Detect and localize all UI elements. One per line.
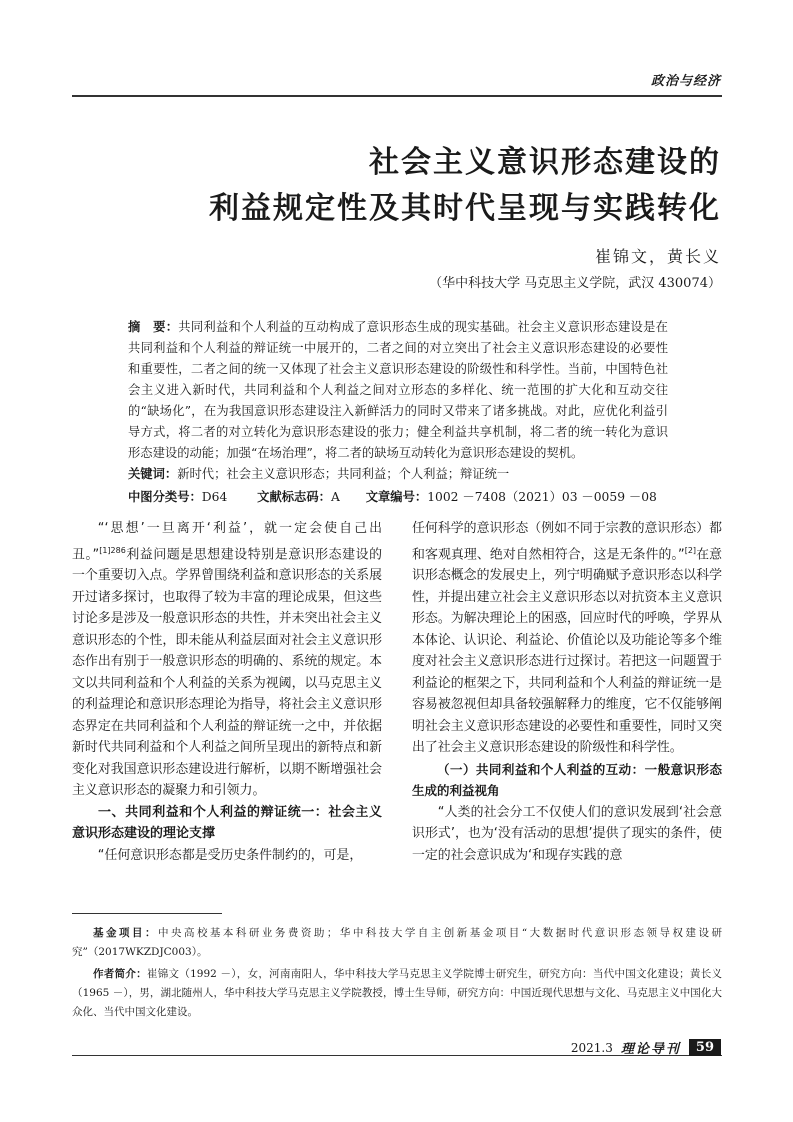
footnotes xyxy=(72,924,722,1025)
body-column-right xyxy=(412,518,722,866)
fund-note xyxy=(72,924,722,962)
fund-text: 中央高校基本科研业务费资助；华中科技大学自主创新基金项目“大数据时代意识形态领导权建设研究”（2017WKZDJC003）。 xyxy=(72,927,722,958)
citation: [2] xyxy=(684,545,697,555)
quote-text: “‘思想’一旦离开‘利益’，就一定会使自己出丑。” xyxy=(72,521,382,562)
keywords-text: 新时代；社会主义意识形态；共同利益；个人利益；辩证统一 xyxy=(177,467,510,481)
author-bio xyxy=(72,965,722,1022)
paragraph xyxy=(412,518,722,759)
abstract-label: 摘 要： xyxy=(128,319,179,334)
doc-label: 文献标志码： xyxy=(257,490,331,504)
authors: 崔锦文，黄长义 xyxy=(594,247,721,266)
body-column-left xyxy=(72,518,382,866)
abstract xyxy=(128,316,668,464)
section-tag: 政治与经济 xyxy=(650,74,721,89)
issue: 2021.3 xyxy=(570,1040,613,1055)
affiliation: （华中科技大学 马克思主义学院，武汉 430074） xyxy=(429,276,721,291)
title-line-2: 利益规定性及其时代呈现与实践转化 xyxy=(209,191,721,226)
article-label: 文章编号： xyxy=(365,490,428,504)
paragraph: “任何意识形态都是受历史条件制约的，可是， xyxy=(97,847,363,863)
footnote-rule xyxy=(72,913,222,914)
paragraph-text: 任何科学的意识形态（例如不同于宗教的意识形态）都和客观真理、绝对自然相符合，这是无条件的。” xyxy=(412,521,722,562)
section-heading-1: 一、共同利益和个人利益的辩证统一：社会主义意识形态建设的理论支撑 xyxy=(72,804,382,842)
abstract-text: 共同利益和个人利益的互动构成了意识形态生成的现实基础。社会主义意识形态建设是在共同利益和个人利益的辩证统一中展开的，二者之间的对立突出了社会主义意识形态建设的必要性和重要性，二者之间的统一又体现了社会主义意识形态建设的阶级性和科学性。当前，中国特色社会主义进入新时代，共同利益和个人利益之间对立形态的多样化、统一范围的扩大化和互动交往的“缺场化”，在为我国意识形态建设注入新鲜活力的同时又带来了诸多挑战。对此，应优化利益引导方式，将二者的对立转化为意识形态建设的张力；健全利益共享机制，将二者的统一转化为意识形态建设的动能；加强“在场治理”，将二者的缺场互动转化为意识形态建设的契机。 xyxy=(128,320,668,460)
page-number: 59 xyxy=(689,1039,721,1056)
clc-label: 中图分类号： xyxy=(128,490,202,504)
header-rule xyxy=(72,95,722,97)
keywords-label: 关键词： xyxy=(128,467,178,481)
article-value: 1002 －7408（2021）03 －0059 －08 xyxy=(427,490,657,504)
paragraph: “人类的社会分工不仅使人们的意识发展到‘社会意识形式’，也为‘没有活动的思想’提供了现实的条件，使一定的社会意识成为‘和现存实践的意 xyxy=(412,804,722,863)
bio-text: 崔锦文（1992 －），女，河南南阳人，华中科技大学马克思主义学院博士研究生，研究方向：当代中国文化建设；黄长义（1965 －），男，湖北随州人，华中科技大学马克思主义学院教授，博士生导师，研究方向：中国近现代思想与文化、马克思主义中国化大众化、当代中国文化建设。 xyxy=(72,968,723,1018)
citation: [1]286 xyxy=(99,545,126,555)
clc-value: D64 xyxy=(201,490,228,504)
fund-label: 基金项目： xyxy=(93,927,158,939)
title-line-1: 社会主义意识形态建设的 xyxy=(369,145,721,180)
article-title xyxy=(209,140,721,232)
classification xyxy=(128,487,657,505)
paragraph-text: 利益问题是思想建设特别是意识形态建设的一个重要切入点。学界曾围绕利益和意识形态的关系展开过诸多探讨，也取得了较为丰富的理论成果，但这些讨论多是涉及一般意识形态的共性，并未突出社会主义意识形态的个性，即未能从利益层面对社会主义意识形态作出有别于一般意识形态的明确的、系统的规定。本文以共同利益和个人利益的关系为视阈，以马克思主义的利益理论和意识形态理论为指导，将社会主义意识形态界定在共同利益和个人利益的辩证统一之中，并依据新时代共同利益和个人利益之间所呈现出的新特点和新变化对我国意识形态建设进行解析，以期不断增强社会主义意识形态的凝聚力和引领力。 xyxy=(72,546,383,799)
subsection-heading: （一）共同利益和个人利益的互动：一般意识形态生成的利益视角 xyxy=(412,761,722,799)
paragraph-text: 在意识形态概念的发展史上，列宁明确赋予意识形态以科学性，并提出建立社会主义意识形态以对抗资本主义意识形态。为解决理论上的困惑，回应时代的呼唤，学界从本体论、认识论、利益论、价值论以及功能论等多个维度对社会主义意识形态进行过探讨。若把这一问题置于利益论的框架之下，共同利益和个人利益的辩证统一是容易被忽视但却具备较强解释力的维度，它不仅能够阐明社会主义意识形态建设的必要性和重要性，同时又突出了社会主义意识形态建设的阶级性和科学性。 xyxy=(412,546,722,756)
paragraph xyxy=(72,518,382,802)
folio xyxy=(571,1038,721,1057)
bio-label: 作者简介： xyxy=(93,968,147,980)
doc-value: A xyxy=(330,490,340,504)
keywords xyxy=(128,464,509,482)
journal-name: 理论导刊 xyxy=(620,1042,681,1057)
